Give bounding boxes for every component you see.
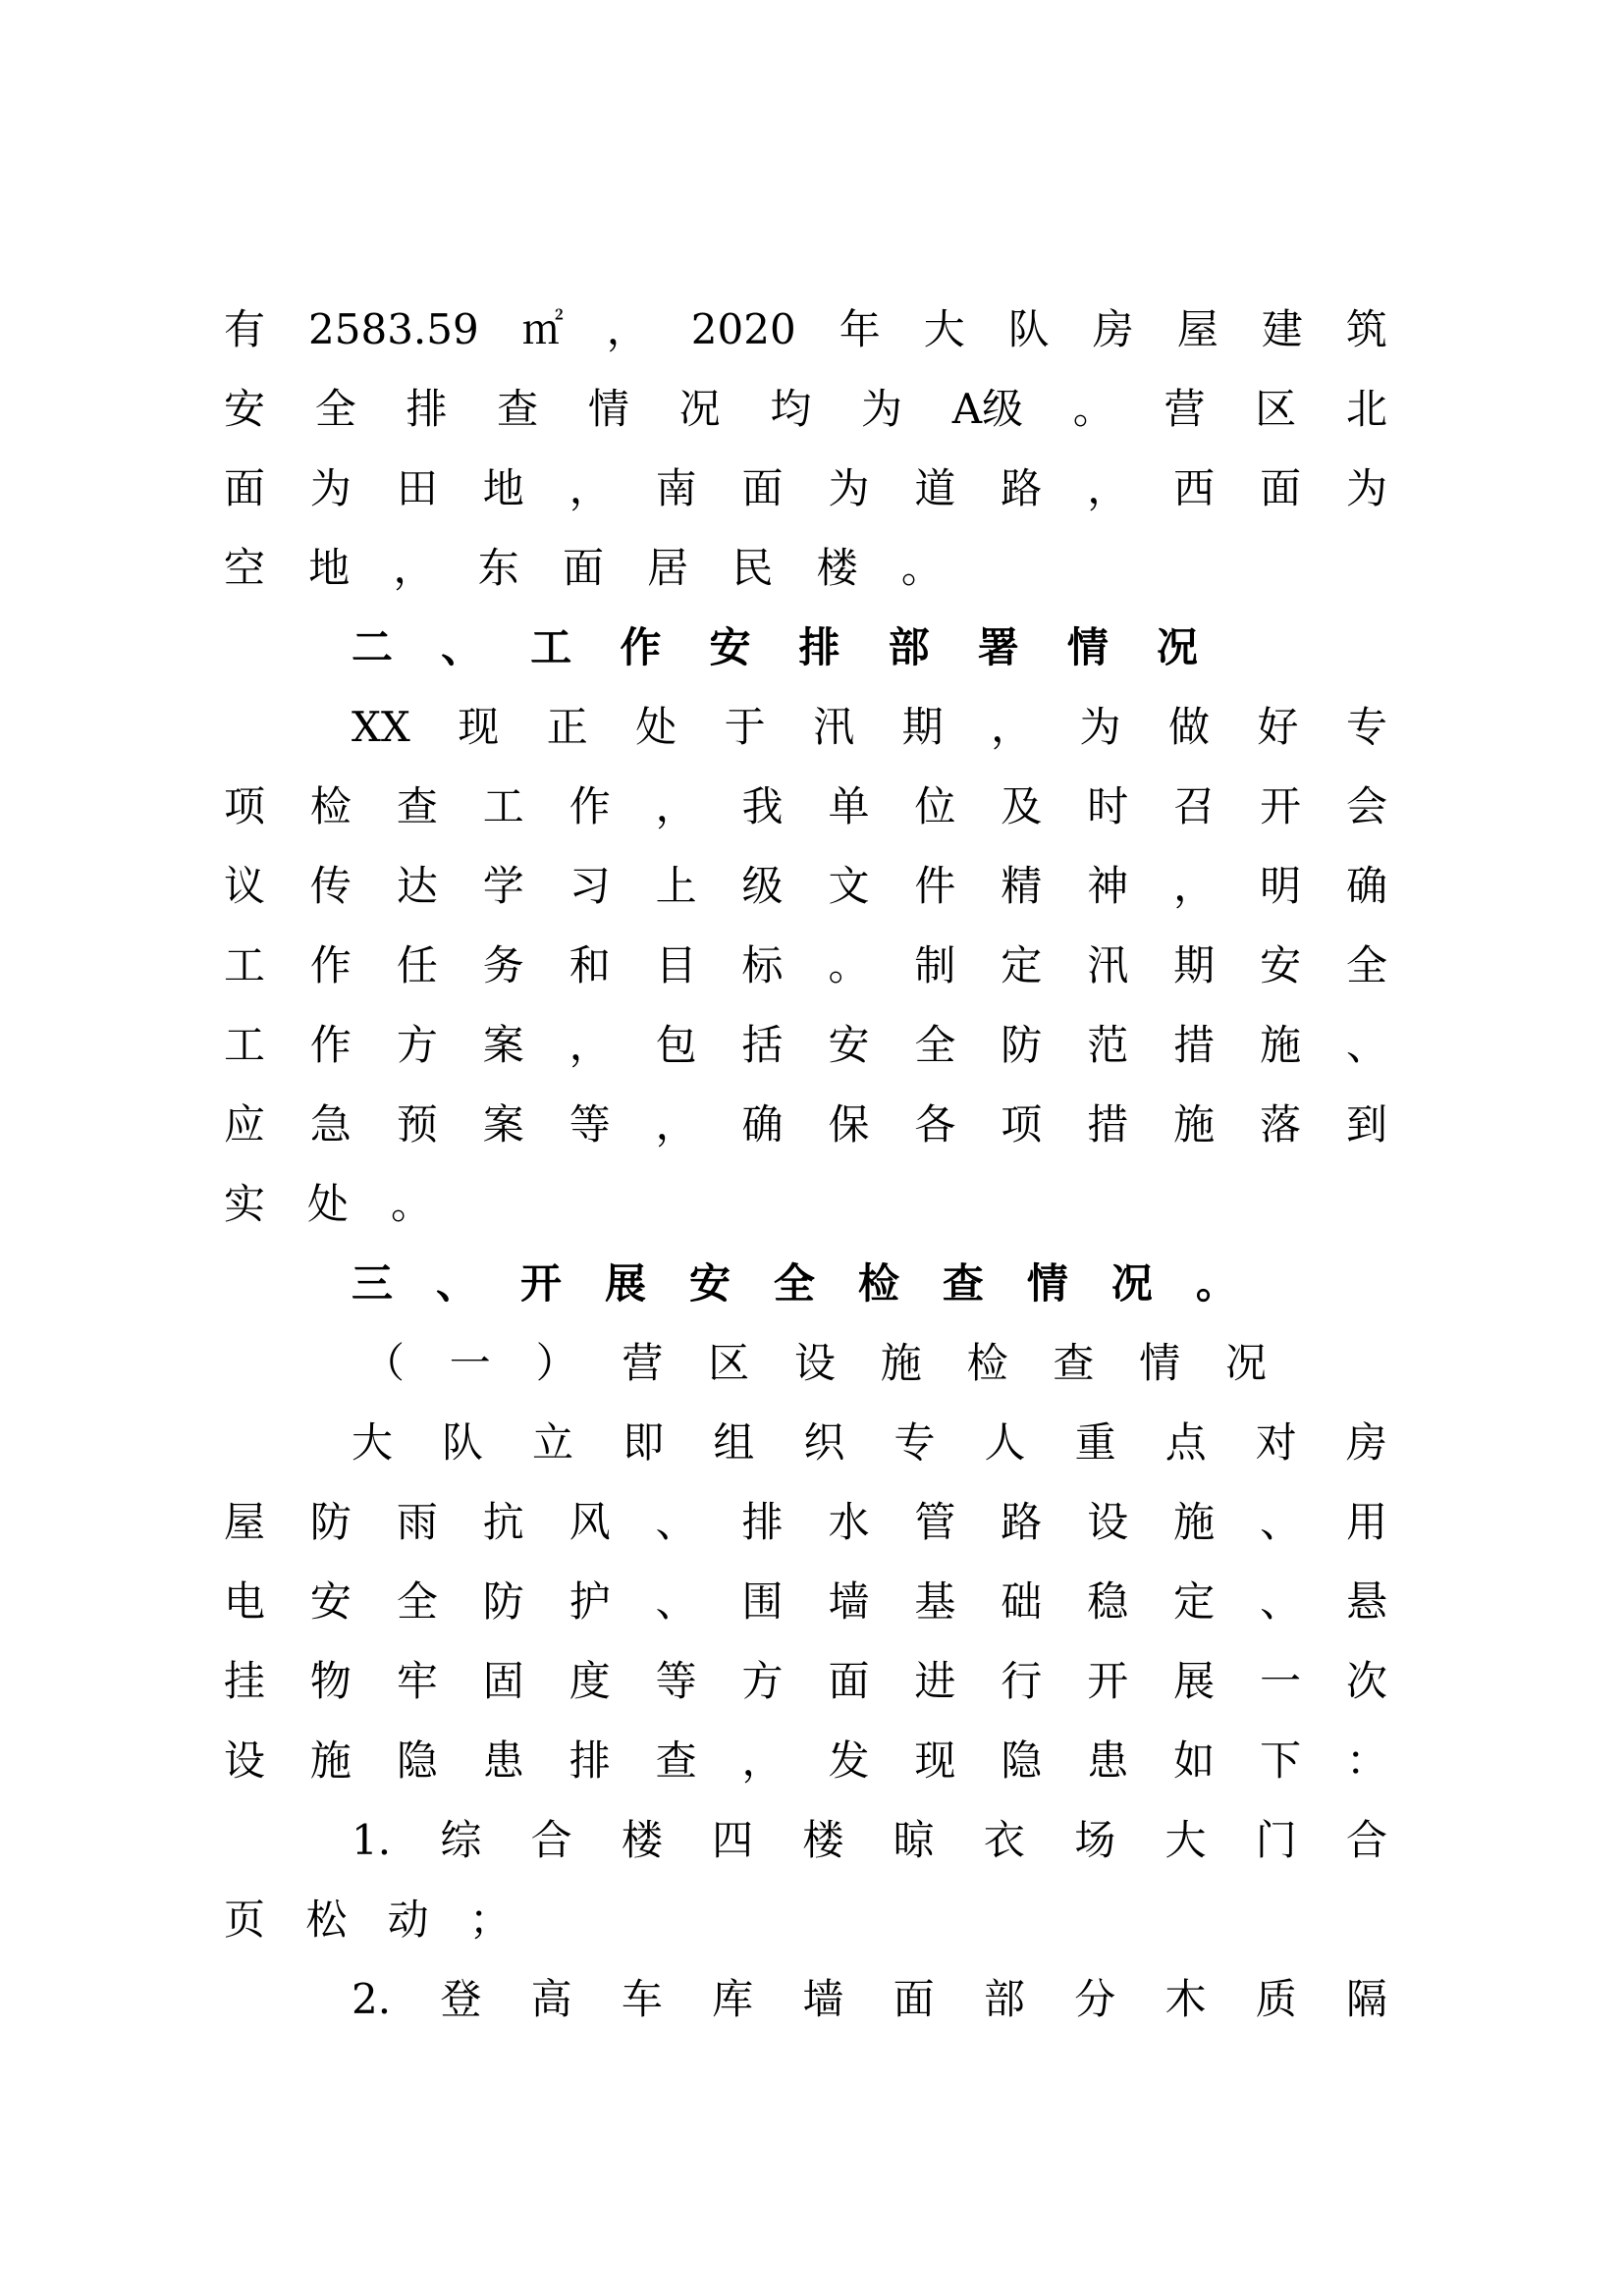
glyph: 护 [568,1577,611,1626]
glyph: （ [363,1339,406,1387]
glyph: 。 [900,544,943,592]
glyph: 排 [798,623,840,671]
glyph: 页 [224,1896,266,1944]
glyph: 电 [224,1577,266,1626]
glyph: 务 [482,941,524,989]
glyph: 人 [984,1418,1026,1467]
glyph: 应 [224,1100,266,1148]
glyph: 情 [1139,1339,1181,1387]
glyph: ， [568,1021,611,1069]
glyph: 召 [1173,782,1216,830]
glyph: 对 [1255,1418,1297,1467]
glyph: 面 [741,464,784,512]
subsection-heading [363,1334,1267,1393]
glyph: 风 [568,1498,611,1546]
glyph: 房 [1345,1418,1387,1467]
glyph: 制 [914,941,956,989]
glyph: 道 [914,464,956,512]
glyph: ， [741,1736,784,1785]
text-line [224,1573,1387,1631]
glyph: A级 [951,385,1024,433]
glyph: ㎡ [521,305,564,353]
glyph: 件 [914,862,956,910]
glyph: 施 [1173,1498,1216,1546]
glyph: 预 [396,1100,438,1148]
glyph: 。 [1072,385,1114,433]
glyph: 项 [1001,1100,1043,1148]
glyph: 开 [519,1259,562,1308]
glyph: ， [393,544,435,592]
glyph: 措 [1087,1100,1129,1148]
glyph: 均 [770,385,812,433]
glyph: 专 [1345,703,1387,751]
glyph: 传 [309,862,352,910]
glyph: 墙 [828,1577,870,1626]
glyph: 组 [713,1418,755,1467]
glyph: 2020 [690,305,796,353]
glyph: 及 [1001,782,1043,830]
text-line [224,1016,1387,1075]
glyph: 工 [224,1021,266,1069]
glyph: 牢 [396,1657,438,1705]
glyph: ， [991,703,1033,751]
glyph: 查 [942,1259,984,1308]
glyph: 现 [458,703,500,751]
glyph: 等 [568,1100,611,1148]
glyph: 四 [712,1816,754,1864]
text-line [224,936,1387,995]
text-line [224,1732,1387,1790]
glyph: 织 [803,1418,845,1467]
glyph: 路 [1001,1498,1043,1546]
text-line [224,777,1387,836]
glyph: 精 [1001,862,1043,910]
glyph: 好 [1257,703,1299,751]
glyph: 文 [828,862,870,910]
glyph: 管 [914,1498,956,1546]
glyph: 隐 [396,1736,438,1785]
glyph: 点 [1164,1418,1207,1467]
glyph: 汛 [1087,941,1129,989]
glyph: 楼 [621,1816,663,1864]
glyph: 范 [1087,1021,1129,1069]
glyph: 安 [224,385,266,433]
glyph: 挂 [224,1657,266,1705]
glyph: 用 [1345,1498,1387,1546]
glyph: 案 [482,1021,524,1069]
glyph: 空 [224,544,266,592]
text-line [224,1095,1387,1154]
text-line [224,459,1387,518]
glyph: 况 [1110,1259,1153,1308]
glyph: 工 [530,623,572,671]
glyph: 、 [435,1259,477,1308]
glyph: 于 [724,703,766,751]
glyph: 隐 [1001,1736,1043,1785]
glyph: 设 [793,1339,836,1387]
glyph: 全 [1345,941,1387,989]
glyph: 有 [224,305,266,353]
glyph: 做 [1168,703,1211,751]
glyph: 队 [442,1418,484,1467]
glyph: 行 [1001,1657,1043,1705]
glyph: 情 [1026,1259,1068,1308]
glyph: 、 [1260,1498,1302,1546]
glyph: 筑 [1345,305,1387,353]
glyph: 汛 [813,703,855,751]
glyph: 区 [708,1339,750,1387]
glyph: 作 [309,1021,352,1069]
glyph: 神 [1087,862,1129,910]
glyph: 三 [352,1259,394,1308]
glyph: 民 [731,544,774,592]
glyph: 即 [623,1418,665,1467]
glyph: 和 [568,941,611,989]
glyph: 议 [224,862,266,910]
glyph: 查 [396,782,438,830]
glyph: 作 [568,782,611,830]
glyph: 查 [655,1736,697,1785]
glyph: ； [468,1896,511,1944]
glyph: 期 [901,703,944,751]
glyph: 合 [1345,1816,1387,1864]
glyph: 雨 [396,1498,438,1546]
text-line [224,857,1387,916]
glyph: 门 [1255,1816,1297,1864]
text-line [224,1175,432,1234]
glyph: 包 [655,1021,697,1069]
list-item [352,1811,1387,1870]
glyph: 、 [441,623,483,671]
glyph: 综 [440,1816,482,1864]
glyph: 目 [655,941,697,989]
glyph: 屋 [1176,305,1218,353]
glyph: 为 [1079,703,1121,751]
glyph: ， [655,782,697,830]
glyph: 标 [741,941,784,989]
glyph: 隔 [1345,1975,1387,2023]
glyph: 上 [655,862,697,910]
glyph: 为 [309,464,352,512]
glyph: 稳 [1087,1577,1129,1626]
glyph: 部 [983,1975,1025,2023]
glyph: 设 [1087,1498,1129,1546]
glyph: ， [1173,862,1216,910]
glyph: 悬 [1345,1577,1387,1626]
glyph: 检 [309,782,352,830]
glyph: 为 [1345,464,1387,512]
glyph: 面 [893,1975,935,2023]
glyph: 面 [1260,464,1302,512]
glyph: 。 [390,1180,432,1228]
glyph: 安 [688,1259,731,1308]
glyph: 达 [396,862,438,910]
glyph: 居 [647,544,689,592]
glyph: 安 [828,1021,870,1069]
glyph: 为 [828,464,870,512]
glyph: 工 [224,941,266,989]
glyph: 屋 [224,1498,266,1546]
glyph: 楼 [816,544,858,592]
glyph: 1. [352,1816,392,1864]
glyph: 。 [828,941,870,989]
glyph: 地 [308,544,351,592]
glyph: 物 [309,1657,352,1705]
glyph: 安 [309,1577,352,1626]
glyph: 松 [305,1896,348,1944]
glyph: 查 [497,385,539,433]
glyph: 检 [966,1339,1008,1387]
glyph: 案 [482,1100,524,1148]
glyph: 施 [1173,1100,1216,1148]
glyph: 排 [568,1736,611,1785]
glyph: 时 [1087,782,1129,830]
glyph: 建 [1261,305,1303,353]
glyph: 地 [482,464,524,512]
glyph: 正 [546,703,588,751]
glyph: 面 [562,544,604,592]
glyph: 任 [396,941,438,989]
glyph: 保 [828,1100,870,1148]
glyph: 急 [309,1100,352,1148]
glyph: 年 [839,305,881,353]
glyph: 登 [440,1975,482,2023]
glyph: 作 [620,623,662,671]
glyph: 检 [857,1259,899,1308]
glyph: 定 [1173,1577,1216,1626]
glyph: 学 [482,862,524,910]
glyph: 施 [309,1736,352,1785]
glyph: 确 [741,1100,784,1148]
glyph: 大 [923,305,965,353]
glyph: 确 [1345,862,1387,910]
glyph: 墙 [802,1975,844,2023]
glyph: 施 [880,1339,922,1387]
glyph: 次 [1345,1657,1387,1705]
glyph: 设 [224,1736,266,1785]
glyph: 方 [741,1657,784,1705]
glyph: 开 [1260,782,1302,830]
glyph: 查 [1053,1339,1095,1387]
glyph: 定 [1001,941,1043,989]
glyph: 、 [655,1577,697,1626]
glyph: 展 [604,1259,646,1308]
glyph: 实 [224,1180,266,1228]
glyph: 重 [1074,1418,1116,1467]
glyph: 期 [1173,941,1216,989]
glyph: 开 [1087,1657,1129,1705]
glyph: 部 [888,623,930,671]
glyph: 2583.59 [308,305,479,353]
text-line [224,300,1387,359]
glyph: 发 [828,1736,870,1785]
glyph: 楼 [802,1816,844,1864]
section-heading [352,1255,1237,1313]
glyph: 础 [1001,1577,1043,1626]
glyph: 大 [352,1418,394,1467]
text-line [224,1493,1387,1552]
glyph: 库 [712,1975,754,2023]
glyph: 动 [387,1896,429,1944]
text-line [352,1414,1387,1472]
glyph: 排 [741,1498,784,1546]
glyph: 习 [568,862,611,910]
glyph: 场 [1074,1816,1116,1864]
text-line [224,539,943,598]
glyph: 级 [741,862,784,910]
glyph: 一 [449,1339,491,1387]
glyph: 专 [893,1418,936,1467]
glyph: 北 [1345,385,1387,433]
glyph: 木 [1164,1975,1207,2023]
glyph: 如 [1173,1736,1216,1785]
glyph: 南 [655,464,697,512]
glyph: 。 [1195,1259,1237,1308]
glyph: 位 [914,782,956,830]
glyph: 情 [587,385,629,433]
glyph: ： [1345,1736,1387,1785]
glyph: 展 [1173,1657,1216,1705]
glyph: 等 [655,1657,697,1705]
glyph: 基 [914,1577,956,1626]
glyph: 患 [1087,1736,1129,1785]
glyph: 工 [482,782,524,830]
glyph: 进 [914,1657,956,1705]
glyph: 现 [914,1736,956,1785]
glyph: 会 [1345,782,1387,830]
glyph: 措 [1173,1021,1216,1069]
glyph: 落 [1260,1100,1302,1148]
glyph: 况 [678,385,721,433]
glyph: 田 [396,464,438,512]
glyph: 立 [532,1418,574,1467]
glyph: 2. [352,1975,392,2023]
glyph: 水 [828,1498,870,1546]
glyph: 合 [530,1816,572,1864]
glyph: 排 [406,385,448,433]
glyph: 、 [1345,1021,1387,1069]
glyph: 营 [1164,385,1206,433]
section-heading [352,618,1198,677]
glyph: ） [535,1339,577,1387]
glyph: 况 [1224,1339,1267,1387]
glyph: 明 [1260,862,1302,910]
glyph: 、 [1260,1577,1302,1626]
glyph: 车 [621,1975,663,2023]
glyph: 晾 [893,1816,935,1864]
glyph: 营 [622,1339,664,1387]
glyph: 防 [482,1577,524,1626]
glyph: 衣 [983,1816,1025,1864]
glyph: 施 [1260,1021,1302,1069]
glyph: 防 [309,1498,352,1546]
glyph: 括 [741,1021,784,1069]
glyph: 大 [1164,1816,1207,1864]
glyph: 度 [568,1657,611,1705]
glyph: 各 [914,1100,956,1148]
glyph: 固 [482,1657,524,1705]
glyph: 东 [477,544,519,592]
glyph: 一 [1260,1657,1302,1705]
glyph: 处 [635,703,677,751]
glyph: 高 [530,1975,572,2023]
glyph: 全 [314,385,356,433]
glyph: 情 [1066,623,1109,671]
glyph: ， [568,464,611,512]
glyph: 面 [828,1657,870,1705]
glyph: 房 [1092,305,1134,353]
glyph: 我 [741,782,784,830]
glyph: 全 [914,1021,956,1069]
glyph: 署 [977,623,1019,671]
glyph: 安 [709,623,751,671]
glyph: ， [655,1100,697,1148]
glyph: 分 [1074,1975,1116,2023]
glyph: 全 [396,1577,438,1626]
glyph: 下 [1260,1736,1302,1785]
glyph: 、 [655,1498,697,1546]
glyph: 为 [861,385,903,433]
text-line [352,698,1387,757]
glyph: 围 [741,1577,784,1626]
glyph: 项 [224,782,266,830]
text-line [224,1891,511,1949]
text-line [224,380,1387,439]
glyph: 路 [1001,464,1043,512]
glyph: 全 [773,1259,815,1308]
glyph: 质 [1255,1975,1297,2023]
glyph: 防 [1001,1021,1043,1069]
glyph: 单 [828,782,870,830]
glyph: 队 [1007,305,1050,353]
glyph: ， [1087,464,1129,512]
glyph: 西 [1173,464,1216,512]
list-item [352,1970,1387,2029]
glyph: 况 [1156,623,1198,671]
glyph: 安 [1260,941,1302,989]
glyph: 区 [1255,385,1297,433]
text-line [224,1652,1387,1711]
glyph: 二 [352,623,394,671]
glyph: 抗 [482,1498,524,1546]
glyph: 患 [482,1736,524,1785]
glyph: 面 [224,464,266,512]
glyph: 作 [309,941,352,989]
glyph: 到 [1345,1100,1387,1148]
glyph: ， [606,305,648,353]
glyph: 处 [306,1180,349,1228]
glyph: XX [352,703,410,751]
glyph: 方 [396,1021,438,1069]
